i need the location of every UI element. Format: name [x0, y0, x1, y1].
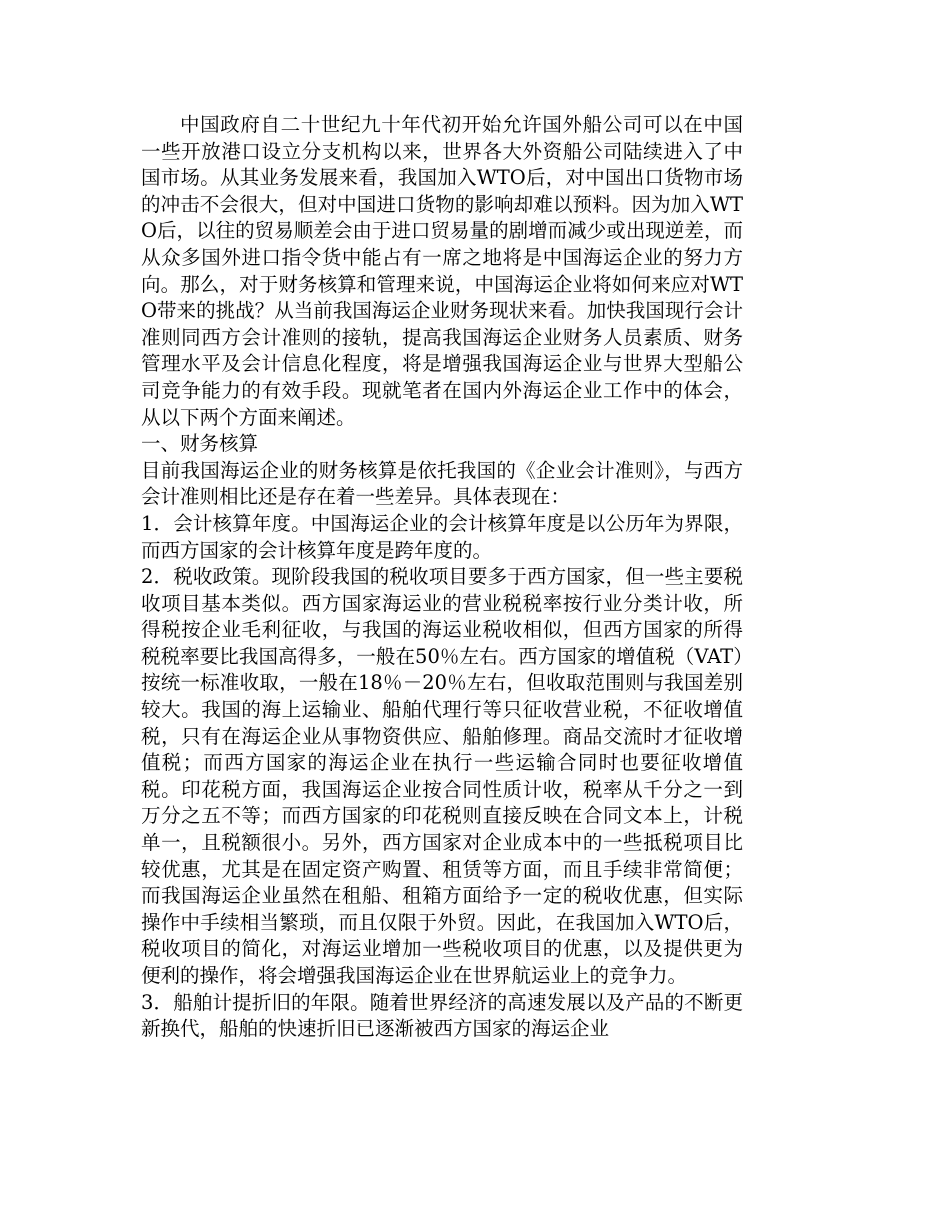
document-body — [141, 112, 743, 1043]
section-lead-paragraph: 目前我国海运企业的财务核算是依托我国的《企业会计准则》，与西方会计准则相比还是存在着一些差异。具体表现在： — [141, 458, 743, 509]
list-item-tax-policy: 2．税收政策。现阶段我国的税收项目要多于西方国家，但一些主要税收项目基本类似。西方国家海运业的营业税税率按行业分类计收，所得税按企业毛利征收，与我国的海运业税收相似，但西方国家的所得税税率要比我国高得多，一般在50％左右。西方国家的增值税（VAT）按统一标准收取，一般在18％－20％左右，但收取范围则与我国差别较大。我国的海上运输业、船舶代理行等只征收营业税，不征收增值税，只有在海运企业从事物资供应、船舶修理。商品交流时才征收增值税；而西方国家的海运企业在执行一些运输合同时也要征收增值税。印花税方面，我国海运企业按合同性质计收，税率从千分之一到万分之五不等；而西方国家的印花税则直接反映在合同文本上，计税单一，且税额很小。另外，西方国家对企业成本中的一些抵税项目比较优惠，尤其是在固定资产购置、租赁等方面，而且手续非常简便；而我国海运企业虽然在租船、租箱方面给予一定的税收优惠，但实际操作中手续相当繁琐，而且仅限于外贸。因此，在我国加入WTO后，税收项目的简化，对海运业增加一些税收项目的优惠，以及提供更为便利的操作，将会增强我国海运企业在世界航运业上的竞争力。 — [141, 565, 743, 987]
section-heading-financial-accounting: 一、财务核算 — [141, 432, 259, 456]
list-item-ship-depreciation: 3．船舶计提折旧的年限。随着世界经济的高速发展以及产品的不断更新换代，船舶的快速折旧已逐渐被西方国家的海运企业 — [141, 990, 743, 1041]
intro-paragraph: 中国政府自二十世纪九十年代初开始允许国外船公司可以在中国一些开放港口设立分支机构以来，世界各大外资船公司陆续进入了中国市场。从其业务发展来看，我国加入WTO后，对中国出口货物市场的冲击不会很大，但对中国进口货物的影响却难以预料。因为加入WTO后，以往的贸易顺差会由于进口贸易量的剧增而减少或出现逆差，而从众多国外进口指令货中能占有一席之地将是中国海运企业的努力方向。那么，对于财务核算和管理来说，中国海运企业将如何来应对WTO带来的挑战？从当前我国海运企业财务现状来看。加快我国现行会计准则同西方会计准则的接轨，提高我国海运企业财务人员素质、财务管理水平及会计信息化程度，将是增强我国海运企业与世界大型船公司竞争能力的有效手段。现就笔者在国内外海运企业工作中的体会，从以下两个方面来阐述。 — [141, 113, 743, 429]
list-item-accounting-year: 1．会计核算年度。中国海运企业的会计核算年度是以公历年为界限，而西方国家的会计核算年度是跨年度的。 — [141, 511, 743, 562]
